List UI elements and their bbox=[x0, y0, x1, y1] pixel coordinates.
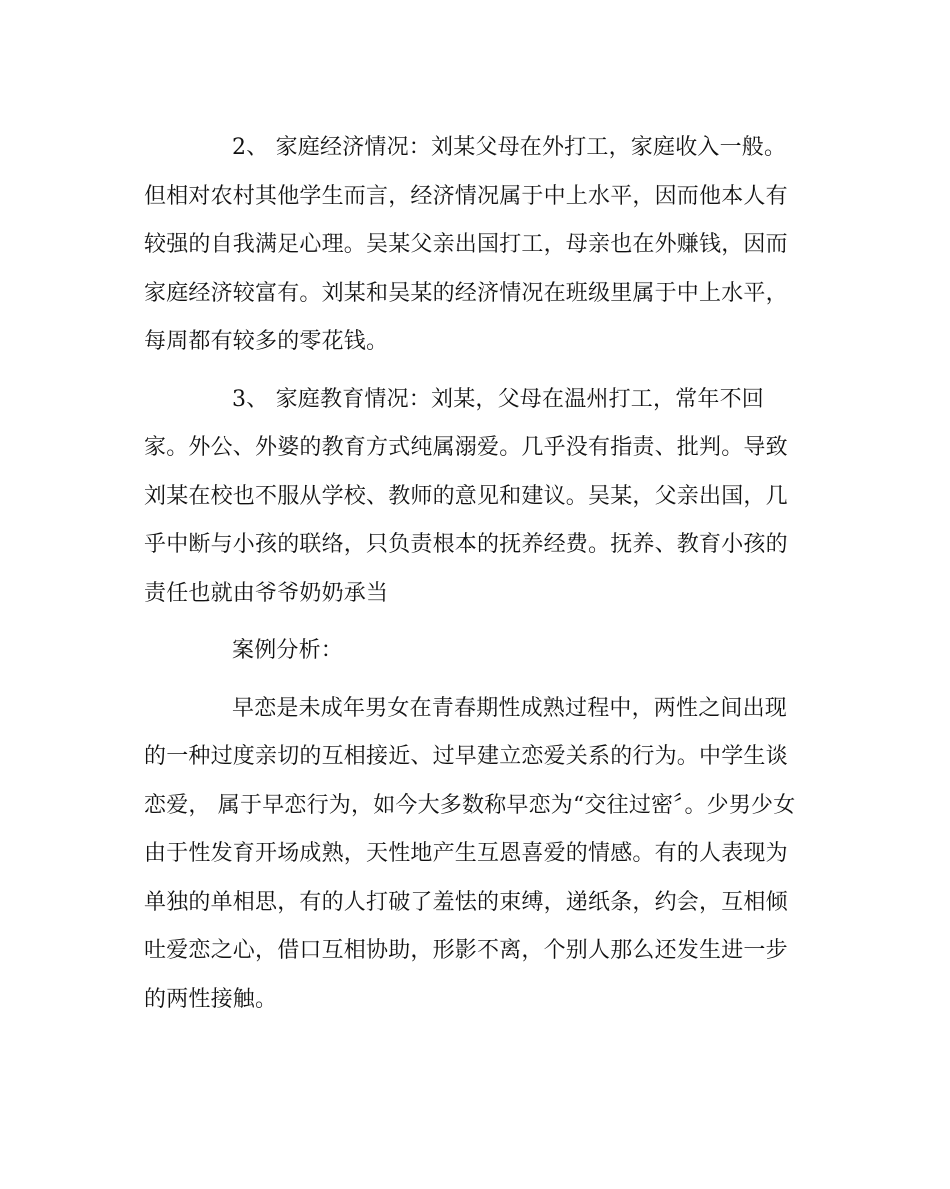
case-analysis-heading: 案例分析： bbox=[232, 638, 344, 663]
paragraph-gap bbox=[144, 618, 808, 627]
paragraph-gap bbox=[144, 676, 808, 685]
document-body bbox=[144, 124, 808, 1024]
paragraph-gap bbox=[144, 367, 808, 376]
paragraph-family-economy: 2、 家庭经济情况：刘某父母在外打工，家庭收入一般。但相对农村其他学生而言，经济情况属于中上水平，因而他本人有较强的自我满足心理。吴某父亲出国打工，母亲也在外赚钱，因而家庭经济较富有。刘某和吴某的经济情况在班级里属于中上水平，每周都有较多的零花钱。 bbox=[144, 135, 788, 354]
paragraph-early-love-analysis: 早恋是未成年男女在青春期性成熟过程中，两性之间出现的一种过度亲切的互相接近、过早建立恋爱关系的行为。中学生谈恋爱， 属于早恋行为，如今大多数称早恋为“交往过密〞。少男少女由于性发育开场成熟，天性地产生互恩喜爱的情感。有的人表现为单独的单相思，有的人打破了羞怯的束缚，递纸条，约会，互相倾吐爱恋之心，借口互相协助，形影不离，个别人那么还发生进一步的两性接触。 bbox=[144, 695, 796, 1012]
paragraph-family-education: 3、 家庭教育情况：刘某，父母在温州打工，常年不回家。外公、外婆的教育方式纯属溺爱。几乎没有指责、批判。导致刘某在校也不服从学校、教师的意见和建议。吴某，父亲出国，几乎中断与小孩的联络，只负责根本的抚养经费。抚养、教育小孩的责任也就由爷爷奶奶承当 bbox=[144, 386, 788, 606]
